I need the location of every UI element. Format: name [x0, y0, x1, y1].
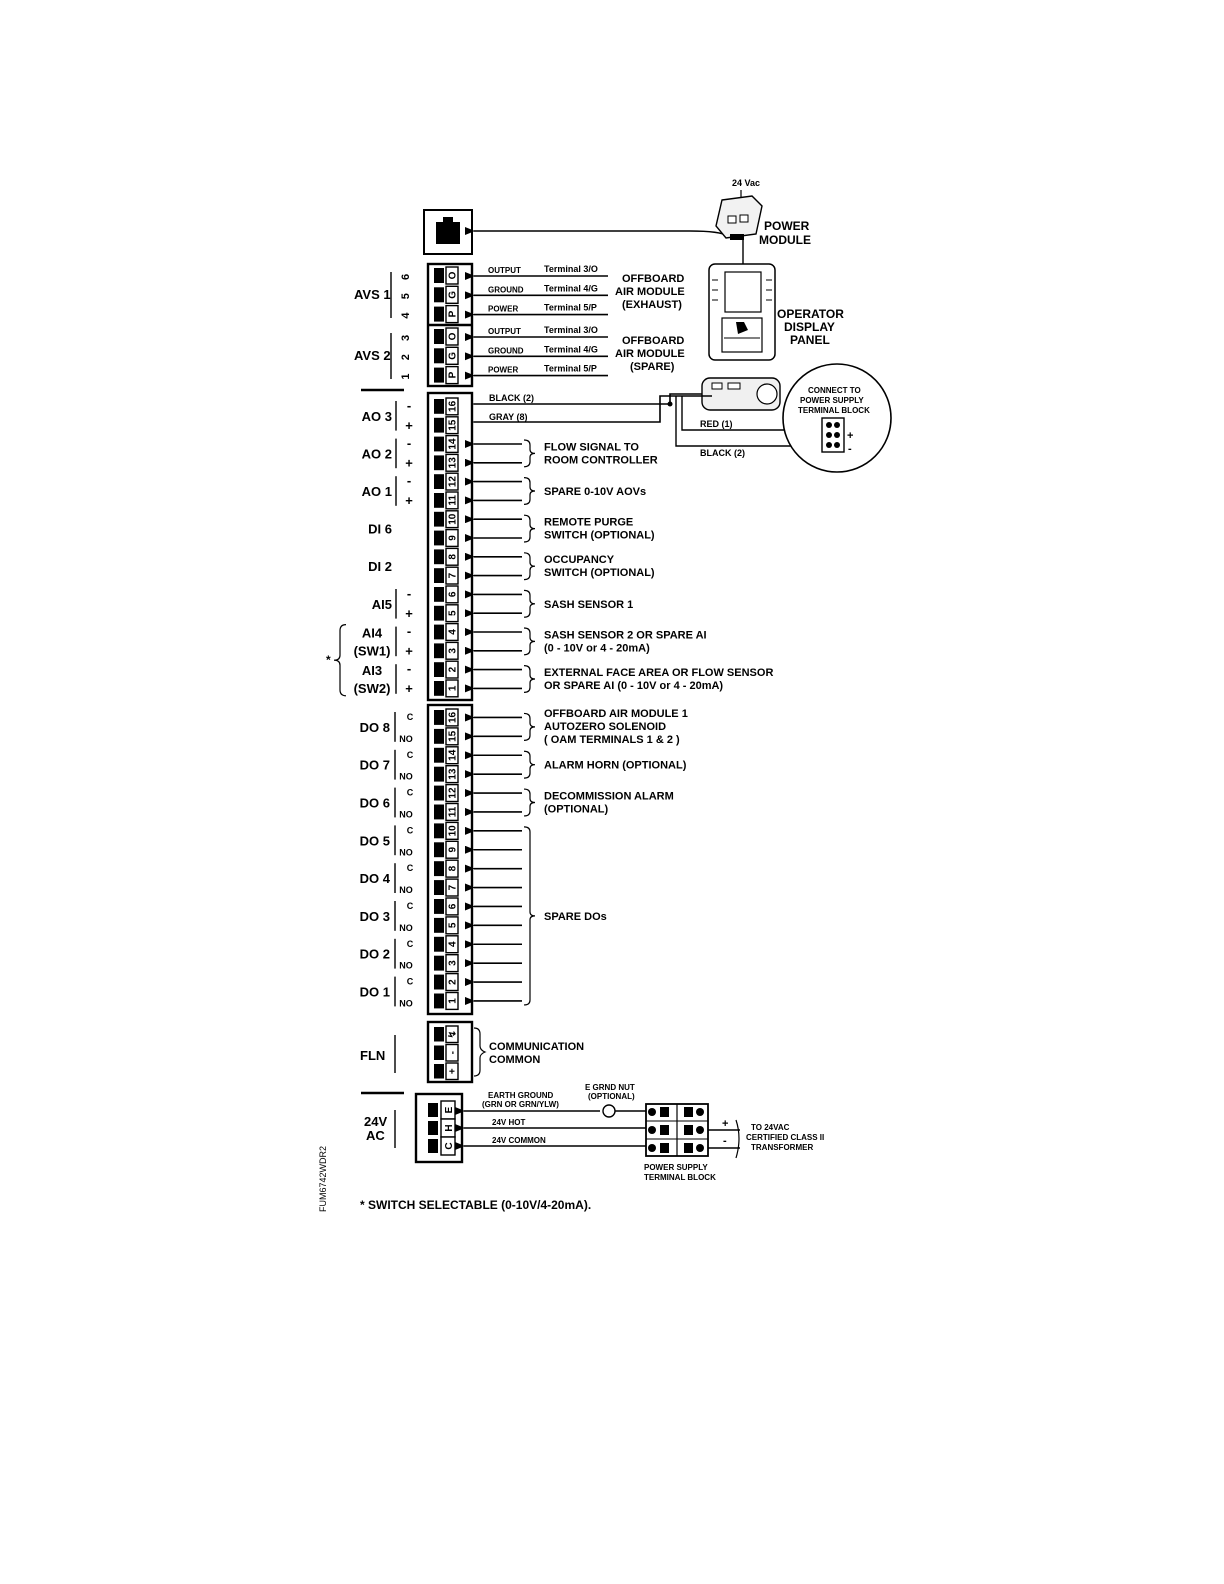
avs1-wire-label: POWER	[488, 304, 519, 314]
digital-label-7: DO 1	[359, 984, 390, 1000]
digital-terminal-2-screw	[434, 975, 444, 990]
analog-sign-plus-7: +	[405, 681, 413, 696]
analog-label-7-b: (SW2)	[353, 681, 391, 696]
digital-terminal-6-screw	[434, 899, 444, 914]
digital-terminal-7-screw	[434, 880, 444, 895]
analog-brace-6	[524, 666, 535, 693]
digital-no-1: NO	[399, 771, 413, 782]
analog-terminal-14-number: 14	[447, 438, 459, 450]
avs1-terminal-6-screw	[434, 268, 444, 283]
digital-desc-3-0: SPARE DOs	[544, 910, 607, 923]
power-module-label-2: MODULE	[759, 233, 811, 247]
ac-terminal-C-label: C	[444, 1142, 455, 1150]
operator-display-panel-icon	[709, 264, 775, 360]
avs1-pin-5: 5	[400, 293, 412, 300]
digital-terminal-9-number: 9	[447, 846, 459, 853]
digital-terminal-4-number: 4	[447, 941, 459, 948]
power-module-label-1: POWER	[764, 219, 810, 233]
ac24-label-2: AC	[366, 1128, 385, 1143]
digital-no-2: NO	[399, 809, 413, 820]
avs2-terminal-3-screw	[434, 329, 444, 344]
fln-terminal-2-number: +	[447, 1068, 459, 1075]
analog-sign-minus-0: -	[406, 398, 412, 413]
digital-c-0: C	[406, 712, 414, 722]
analog-label-5: AI5	[371, 596, 392, 612]
analog-label-7-a: AI3	[361, 663, 383, 678]
avs1-terminal-4-number: P	[447, 310, 459, 318]
avs1-wire-terminal: Terminal 3/O	[544, 264, 598, 274]
digital-terminal-5-number: 5	[447, 922, 459, 929]
power-supply-terminal-block-icon	[646, 1104, 708, 1156]
analog-terminal-16-number: 16	[447, 400, 459, 412]
fln-terminal-1-number: -	[447, 1051, 459, 1055]
analog-label-3: DI 6	[368, 521, 392, 537]
fln-terminal-0-screw	[434, 1027, 444, 1042]
ground-nut-icon	[603, 1105, 615, 1117]
analog-brace-3	[524, 553, 535, 580]
analog-brace-2	[524, 515, 535, 542]
sash-sensor-icon	[702, 378, 780, 410]
analog-label-6-a: AI4	[361, 625, 383, 641]
ps-block-label-1: POWER SUPPLY	[644, 1163, 708, 1172]
avs2-pin-2: 2	[400, 354, 412, 361]
ac-terminal-E-label: E	[444, 1106, 455, 1114]
digital-c-4: C	[406, 863, 414, 874]
digital-terminal-12-number: 12	[447, 787, 459, 799]
digital-terminal-16-screw	[434, 710, 444, 725]
wire-black-top: BLACK (2)	[489, 393, 534, 403]
analog-terminal-6-screw	[434, 587, 444, 602]
footnote: * SWITCH SELECTABLE (0-10V/4-20mA).	[360, 1198, 592, 1212]
nut-label-1: E GRND NUT	[585, 1083, 635, 1092]
analog-sign-plus-6: +	[405, 643, 413, 659]
digital-terminal-3-number: 3	[447, 960, 459, 966]
digital-terminal-2-number: 2	[447, 979, 459, 985]
transformer-label-2: CERTIFIED CLASS II	[746, 1133, 825, 1142]
avs1-terminal-6-number: O	[447, 271, 459, 280]
analog-terminal-8-number: 8	[447, 554, 459, 560]
operator-panel-label-1: OPERATOR	[777, 307, 844, 321]
transformer-minus: -	[723, 1135, 727, 1147]
ac24-label-1: 24V	[364, 1114, 388, 1129]
digital-terminal-10-screw	[434, 823, 444, 838]
analog-terminal-12-number: 12	[447, 476, 459, 488]
digital-terminal-1-number: 1	[447, 998, 459, 1004]
avs2-label: AVS 2	[354, 348, 391, 363]
avs2-wire-label: GROUND	[488, 346, 524, 356]
digital-c-1: C	[406, 749, 414, 760]
analog-sign-minus-7: -	[406, 661, 412, 677]
earth-ground-label: EARTH GROUND	[488, 1091, 554, 1100]
ps-block-label-2: TERMINAL BLOCK	[644, 1173, 716, 1182]
switch-star: *	[326, 653, 331, 668]
analog-terminal-15-screw	[434, 418, 444, 433]
transformer-label-1: TO 24VAC	[751, 1123, 790, 1132]
power-supply-label: 24 Vac	[732, 178, 761, 188]
digital-brace-0	[524, 713, 535, 740]
analog-terminal-10-screw	[434, 512, 444, 527]
digital-terminal-15-screw	[434, 729, 444, 744]
digital-brace-2	[524, 789, 535, 816]
digital-label-6: DO 2	[359, 946, 390, 962]
analog-desc-5-1: (0 - 10V or 4 - 20mA)	[544, 642, 650, 655]
analog-desc-6-0: EXTERNAL FACE AREA OR FLOW SENSOR	[544, 667, 774, 679]
fln-terminal-2-screw	[434, 1064, 444, 1079]
avs2-terminal-1-number: P	[447, 371, 459, 379]
fln-terminal-1-screw	[434, 1046, 444, 1061]
avs1-label: AVS 1	[354, 287, 391, 302]
analog-terminal-15-number: 15	[447, 419, 459, 431]
analog-terminal-1-number: 1	[447, 685, 459, 692]
analog-sign-minus-2: -	[406, 473, 412, 489]
digital-terminal-8-screw	[434, 861, 444, 876]
analog-terminal-11-screw	[434, 493, 444, 508]
avs1-module-1: OFFBOARD	[622, 273, 685, 285]
analog-terminal-10-number: 10	[447, 513, 459, 525]
digital-terminal-14-number: 14	[447, 749, 459, 761]
analog-terminal-5-screw	[434, 606, 444, 621]
mini-terminal-block-icon	[822, 418, 844, 452]
digital-terminal-7-number: 7	[447, 884, 459, 891]
analog-sign-plus-1: +	[405, 455, 413, 471]
digital-terminal-5-screw	[434, 918, 444, 933]
avs2-module-2: AIR MODULE	[615, 348, 685, 360]
digital-label-4: DO 4	[359, 871, 390, 887]
fln-desc-1: COMMUNICATION	[489, 1041, 585, 1053]
switch-brace	[334, 625, 346, 696]
analog-terminal-3-screw	[434, 643, 444, 658]
avs2-pin-3: 3	[400, 334, 412, 341]
ac-terminal-C-screw	[428, 1139, 438, 1153]
connect-label-1: CONNECT TO	[808, 386, 861, 395]
avs2-module-1: OFFBOARD	[622, 335, 685, 347]
operator-panel-label-2: DISPLAY	[784, 320, 835, 334]
analog-desc-2-0: REMOTE PURGE	[544, 516, 634, 529]
avs2-wire-terminal: Terminal 5/P	[544, 363, 597, 374]
digital-desc-0-2: ( OAM TERMINALS 1 & 2 )	[544, 733, 680, 746]
avs1-terminal-5-number: G	[447, 290, 459, 299]
avs2-terminal-1-screw	[434, 368, 444, 383]
digital-c-3: C	[406, 825, 414, 836]
digital-terminal-12-screw	[434, 786, 444, 801]
connect-plus: +	[847, 430, 854, 442]
digital-brace-3	[524, 827, 535, 1005]
digital-terminal-11-number: 11	[447, 806, 459, 818]
avs2-wire-label: POWER	[488, 365, 519, 375]
digital-terminal-4-screw	[434, 937, 444, 952]
digital-terminal-8-number: 8	[447, 865, 459, 872]
analog-terminal-6-number: 6	[447, 591, 459, 598]
connect-minus: -	[848, 443, 852, 455]
analog-desc-5-0: SASH SENSOR 2 OR SPARE AI	[544, 629, 707, 642]
nut-label-2: (OPTIONAL)	[588, 1092, 635, 1101]
analog-brace-5	[524, 628, 535, 655]
avs1-terminal-5-screw	[434, 287, 444, 302]
digital-c-6: C	[406, 938, 414, 949]
digital-no-7: NO	[399, 998, 413, 1009]
analog-brace-0	[524, 440, 535, 467]
avs1-wire-label: OUTPUT	[488, 266, 521, 275]
analog-terminal-3-number: 3	[447, 648, 459, 654]
connect-label-3: TERMINAL BLOCK	[798, 406, 870, 415]
avs1-module-2: AIR MODULE	[615, 286, 685, 298]
digital-terminal-13-number: 13	[447, 768, 459, 780]
digital-desc-0-1: AUTOZERO SOLENOID	[544, 720, 667, 733]
wire-black-bottom: BLACK (2)	[700, 448, 745, 458]
analog-label-6-b: (SW1)	[353, 643, 391, 659]
analog-terminal-8-screw	[434, 549, 444, 564]
avs2-terminal-2-screw	[434, 348, 444, 363]
avs1-module-3: (EXHAUST)	[622, 299, 682, 311]
analog-terminal-7-screw	[434, 568, 444, 583]
avs1-wire-label: GROUND	[488, 285, 524, 295]
digital-terminal-14-screw	[434, 748, 444, 763]
analog-desc-6-1: OR SPARE AI (0 - 10V or 4 - 20mA)	[544, 680, 724, 692]
digital-terminal-16-number: 16	[447, 711, 459, 724]
analog-sign-plus-5: +	[405, 605, 413, 621]
analog-desc-1-0: SPARE 0-10V AOVs	[544, 486, 647, 498]
digital-label-3: DO 5	[359, 833, 390, 849]
rj-port-icon	[424, 210, 472, 254]
earth-ground-color: (GRN OR GRN/YLW)	[482, 1100, 559, 1109]
analog-terminal-16-screw	[434, 399, 444, 414]
fln-desc-2: COMMON	[489, 1054, 541, 1066]
analog-desc-0-0: FLOW SIGNAL TO	[544, 441, 639, 454]
digital-label-2: DO 6	[359, 795, 390, 811]
analog-brace-1	[524, 478, 535, 505]
ac-terminal-E-screw	[428, 1103, 438, 1117]
digital-c-2: C	[406, 787, 414, 798]
analog-terminal-1-screw	[434, 681, 444, 696]
digital-no-4: NO	[399, 885, 413, 896]
analog-terminal-2-screw	[434, 662, 444, 677]
side-code: FUM6742WDR2	[318, 1145, 328, 1212]
avs1-pin-4: 4	[400, 312, 412, 319]
digital-no-3: NO	[399, 847, 413, 858]
operator-panel-label-3: PANEL	[790, 333, 830, 347]
analog-sign-plus-2: +	[405, 493, 413, 508]
analog-terminal-7-number: 7	[447, 572, 459, 579]
avs2-terminal-2-number: G	[447, 351, 459, 360]
digital-desc-2-1: (OPTIONAL)	[544, 803, 609, 816]
analog-sign-minus-6: -	[406, 623, 412, 639]
avs1-wire-terminal: Terminal 5/P	[544, 302, 597, 313]
digital-no-0: NO	[399, 733, 413, 744]
analog-sign-plus-0: +	[405, 417, 413, 433]
analog-desc-3-0: OCCUPANCY	[544, 554, 615, 567]
analog-terminal-5-number: 5	[447, 610, 459, 616]
analog-terminal-4-number: 4	[447, 629, 459, 635]
digital-terminal-10-number: 10	[447, 825, 459, 837]
avs2-wire-terminal: Terminal 3/O	[544, 325, 598, 335]
analog-sign-minus-1: -	[406, 435, 412, 451]
transformer-label-3: TRANSFORMER	[751, 1143, 814, 1152]
analog-terminal-13-number: 13	[447, 457, 459, 469]
digital-terminal-9-screw	[434, 842, 444, 857]
analog-sign-minus-5: -	[406, 586, 412, 601]
hot-label: 24V HOT	[492, 1118, 526, 1127]
digital-terminal-13-screw	[434, 767, 444, 782]
digital-no-5: NO	[399, 922, 413, 933]
digital-desc-0-0: OFFBOARD AIR MODULE 1	[544, 707, 688, 720]
avs2-terminal-3-number: O	[447, 332, 459, 341]
analog-label-0: AO 3	[361, 408, 392, 424]
analog-terminal-9-number: 9	[447, 535, 459, 541]
analog-terminal-11-number: 11	[447, 495, 459, 506]
analog-terminal-13-screw	[434, 455, 444, 470]
analog-terminal-12-screw	[434, 474, 444, 489]
avs1-terminal-4-screw	[434, 307, 444, 322]
digital-brace-1	[524, 751, 535, 778]
analog-label-4: DI 2	[368, 559, 392, 575]
avs2-module-3: (SPARE)	[630, 361, 675, 373]
avs2-wire-label: OUTPUT	[488, 327, 521, 336]
digital-terminal-15-number: 15	[447, 730, 459, 742]
digital-desc-2-0: DECOMMISSION ALARM	[544, 790, 674, 803]
fln-terminal-0-number: ↯	[447, 1030, 459, 1039]
transformer-plus: +	[722, 1118, 729, 1130]
analog-desc-4-0: SASH SENSOR 1	[544, 598, 634, 611]
analog-label-1: AO 2	[361, 446, 392, 462]
analog-terminal-9-screw	[434, 531, 444, 546]
digital-desc-1-0: ALARM HORN (OPTIONAL)	[544, 759, 687, 772]
digital-label-5: DO 3	[359, 908, 390, 924]
analog-terminal-14-screw	[434, 437, 444, 452]
analog-desc-3-1: SWITCH (OPTIONAL)	[544, 567, 655, 580]
avs2-wire-terminal: Terminal 4/G	[544, 344, 598, 355]
connect-label-2: POWER SUPPLY	[800, 396, 864, 405]
common-label: 24V COMMON	[492, 1136, 546, 1145]
digital-c-7: C	[406, 976, 414, 987]
power-module-icon	[716, 196, 762, 240]
wire-gray: GRAY (8)	[489, 412, 528, 422]
digital-terminal-11-screw	[434, 805, 444, 820]
digital-terminal-1-screw	[434, 994, 444, 1009]
digital-c-5: C	[406, 901, 414, 911]
fln-label: FLN	[360, 1048, 386, 1063]
analog-terminal-4-screw	[434, 625, 444, 640]
wire-red: RED (1)	[700, 419, 733, 429]
digital-label-1: DO 7	[359, 757, 390, 773]
digital-terminal-3-screw	[434, 956, 444, 971]
ac-terminal-H-label: H	[444, 1124, 455, 1132]
digital-terminal-6-number: 6	[447, 903, 459, 910]
analog-desc-0-1: ROOM CONTROLLER	[544, 454, 658, 467]
ac-terminal-H-screw	[428, 1121, 438, 1135]
analog-label-2: AO 1	[361, 484, 392, 499]
digital-no-6: NO	[399, 960, 413, 971]
avs2-pin-1: 1	[400, 373, 412, 380]
avs1-pin-6: 6	[400, 273, 412, 280]
analog-brace-4	[524, 590, 535, 617]
digital-label-0: DO 8	[359, 719, 390, 735]
analog-desc-2-1: SWITCH (OPTIONAL)	[544, 529, 655, 542]
analog-terminal-2-number: 2	[447, 666, 459, 673]
avs1-wire-terminal: Terminal 4/G	[544, 283, 598, 294]
